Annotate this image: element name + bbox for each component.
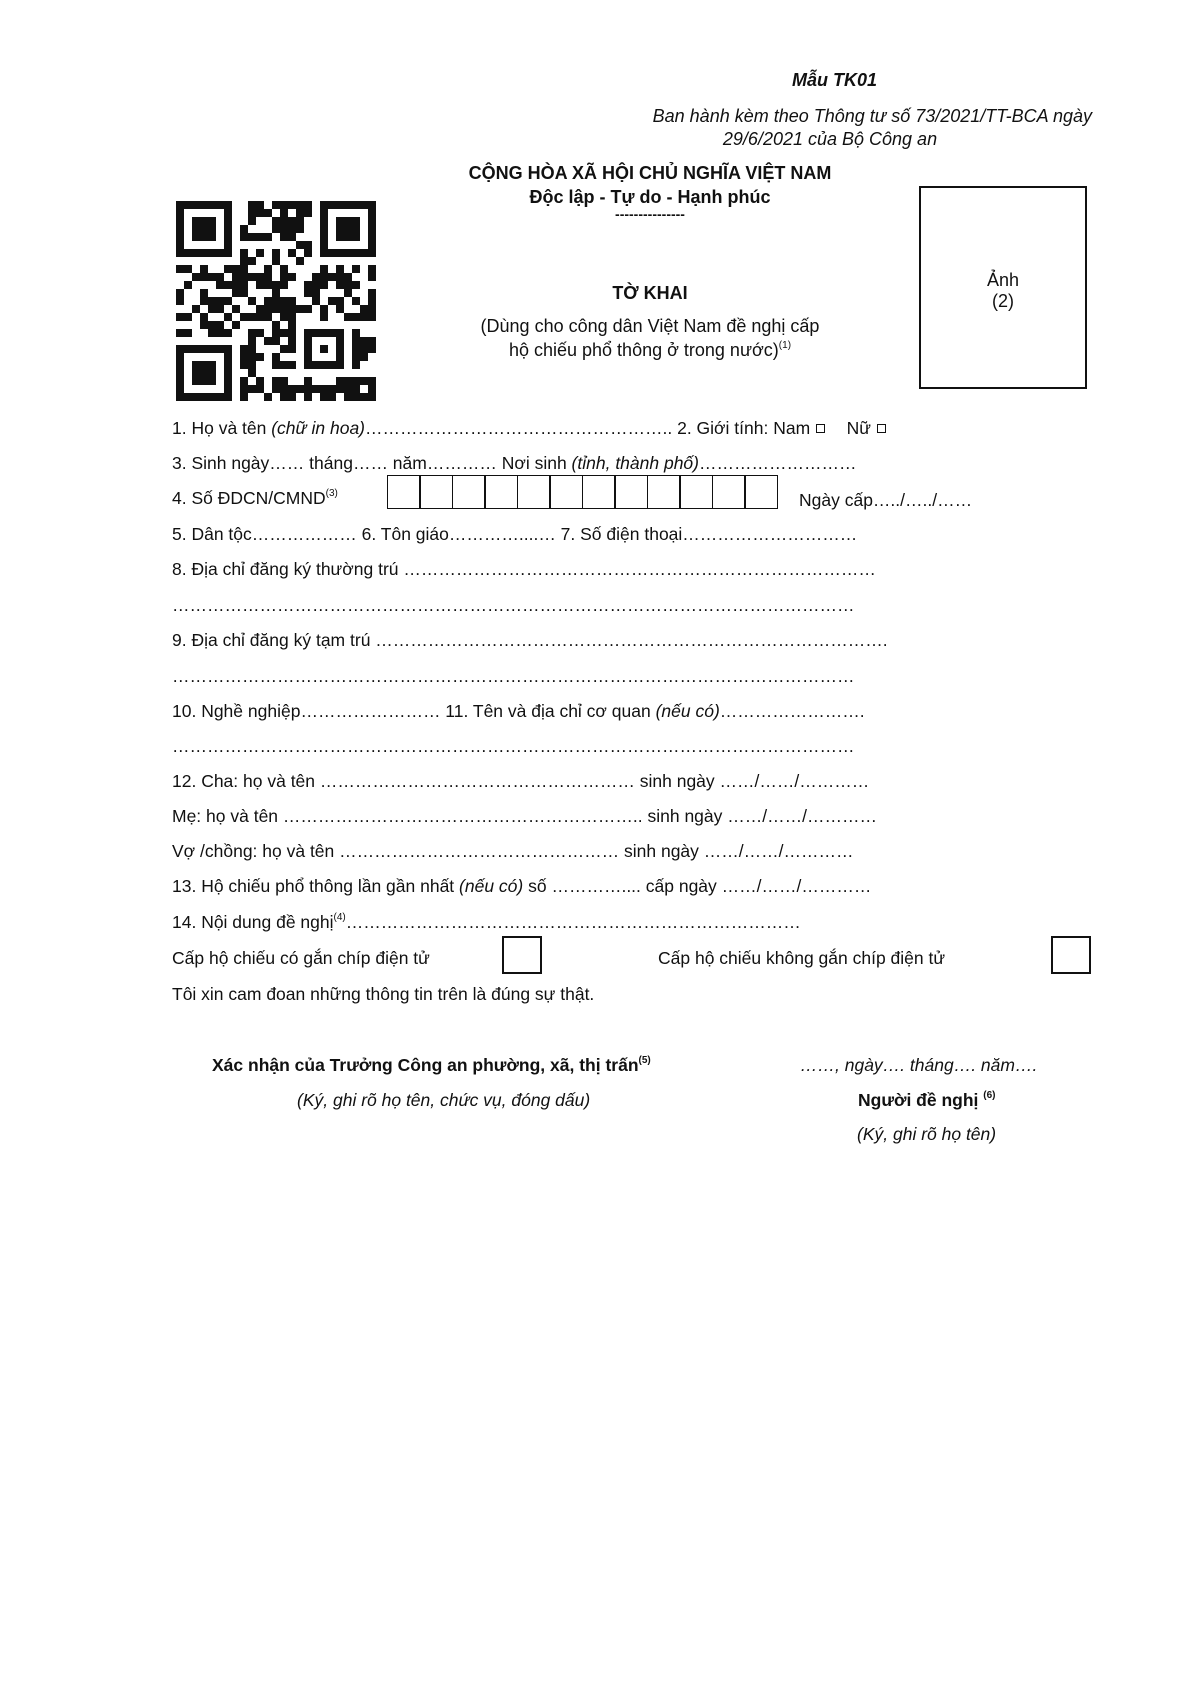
field-request-content[interactable]: 14. Nội dung đề nghị$^{(4)}$……………………………………………………………………	[172, 912, 801, 932]
photo-label: Ảnh	[986, 270, 1020, 290]
chip-option-without-checkbox[interactable]	[1051, 936, 1091, 974]
field-permanent-address[interactable]: 8. Địa chỉ đăng ký thường trú ………………………………………………………………………	[172, 559, 876, 579]
field-ethnicity-religion-phone[interactable]: 5. Dân tộc……………… 6. Tôn giáo…………....… 7. Số điện thoại…………………………	[172, 524, 858, 544]
id-digit-box[interactable]	[712, 475, 746, 509]
applicant-sub: (Ký, ghi rõ họ tên)	[857, 1124, 997, 1144]
field-mother[interactable]: Mẹ: họ và tên …………………………………………………….. sinh ngày ……/……/…………	[172, 806, 877, 826]
id-digit-box[interactable]	[647, 475, 681, 509]
field-temporary-address-line2[interactable]: ………………………………………………………………………………………………………	[172, 666, 855, 686]
footnote-1: (1)	[778, 340, 792, 351]
id-digit-box[interactable]	[517, 475, 551, 509]
qr-code	[176, 201, 376, 401]
field-permanent-address-line2[interactable]: ………………………………………………………………………………………………………	[172, 595, 855, 615]
gender-male-checkbox[interactable]	[816, 424, 825, 433]
id-number-boxes[interactable]	[388, 475, 778, 510]
field-birth-date-place[interactable]: 3. Sinh ngày…… tháng…… năm………… Nơi sinh (tỉnh, thành phố)………………………	[172, 453, 857, 473]
gender-female-checkbox[interactable]	[877, 424, 886, 433]
form-title: TỜ KHAI	[612, 283, 688, 303]
national-title: CỘNG HÒA XÃ HỘI CHỦ NGHĨA VIỆT NAM	[468, 163, 832, 183]
chip-option-with-label: Cấp hộ chiếu có gắn chíp điện tử	[172, 948, 430, 968]
footnote-5: (5)	[638, 1055, 651, 1066]
form-number: Mẫu TK01	[792, 70, 878, 90]
id-digit-box[interactable]	[387, 475, 421, 509]
form-subtitle-line1: (Dùng cho công dân Việt Nam đề nghị cấp	[480, 316, 820, 336]
form-subtitle-line2: hộ chiếu phổ thông ở trong nước)$^{(1)}$	[508, 340, 792, 360]
photo-note: (2)	[992, 291, 1014, 311]
field-full-name-gender[interactable]: 1. Họ và tên (chữ in hoa)…………………………………………….. 2. Giới tính: Nam Nữ	[172, 418, 888, 439]
date-line[interactable]: ……, ngày…. tháng…. năm….	[800, 1055, 1038, 1075]
field-spouse[interactable]: Vợ /chồng: họ và tên ………………………………………… sinh ngày ……/……/…………	[172, 841, 854, 861]
field-occupation-employer[interactable]: 10. Nghề nghiệp…………………… 11. Tên và địa chỉ cơ quan (nếu có)…………………….	[172, 701, 865, 721]
police-confirmation-sub: (Ký, ghi rõ họ tên, chức vụ, đóng dấu)	[297, 1090, 591, 1110]
id-digit-box[interactable]	[419, 475, 453, 509]
issuance-note-line1: Ban hành kèm theo Thông tư số 73/2021/TT-BCA ngày	[652, 106, 1092, 126]
police-confirmation-title: Xác nhận của Trưởng Công an phường, xã, thị trấn$^{(5)}$	[212, 1055, 651, 1075]
id-digit-box[interactable]	[679, 475, 713, 509]
field-father[interactable]: 12. Cha: họ và tên ……………………………………………… sinh ngày ……/……/…………	[172, 771, 870, 791]
field-id-label: 4. Số ĐDCN/CMND$^{(3)}$	[172, 488, 338, 508]
national-motto: Độc lập - Tự do - Hạnh phúc	[529, 187, 771, 207]
field-id-issue-date[interactable]: Ngày cấp…../…../……	[799, 490, 973, 510]
id-digit-box[interactable]	[744, 475, 778, 509]
id-digit-box[interactable]	[549, 475, 583, 509]
field-previous-passport[interactable]: 13. Hộ chiếu phổ thông lần gần nhất (nếu có) số ………….... cấp ngày ……/……/…………	[172, 876, 872, 896]
id-digit-box[interactable]	[614, 475, 648, 509]
id-digit-box[interactable]	[582, 475, 616, 509]
field-employer-line2[interactable]: ………………………………………………………………………………………………………	[172, 736, 855, 756]
footnote-4: (4)	[333, 912, 346, 923]
motto-divider: ---------------	[615, 206, 685, 222]
id-digit-box[interactable]	[484, 475, 518, 509]
id-digit-box[interactable]	[452, 475, 486, 509]
footnote-3: (3)	[325, 488, 338, 499]
declaration-text: Tôi xin cam đoan những thông tin trên là đúng sự thật.	[172, 984, 595, 1004]
chip-option-with-checkbox[interactable]	[502, 936, 542, 974]
footnote-6: (6)	[983, 1090, 996, 1101]
issuance-note-line2: 29/6/2021 của Bộ Công an	[722, 129, 938, 149]
field-temporary-address[interactable]: 9. Địa chỉ đăng ký tạm trú …………………………………………………………………………….	[172, 630, 888, 650]
applicant-title: Người đề nghị $^{(6)}$	[858, 1090, 996, 1110]
photo-box	[919, 186, 1087, 389]
chip-option-without-label: Cấp hộ chiếu không gắn chíp điện tử	[658, 948, 946, 968]
